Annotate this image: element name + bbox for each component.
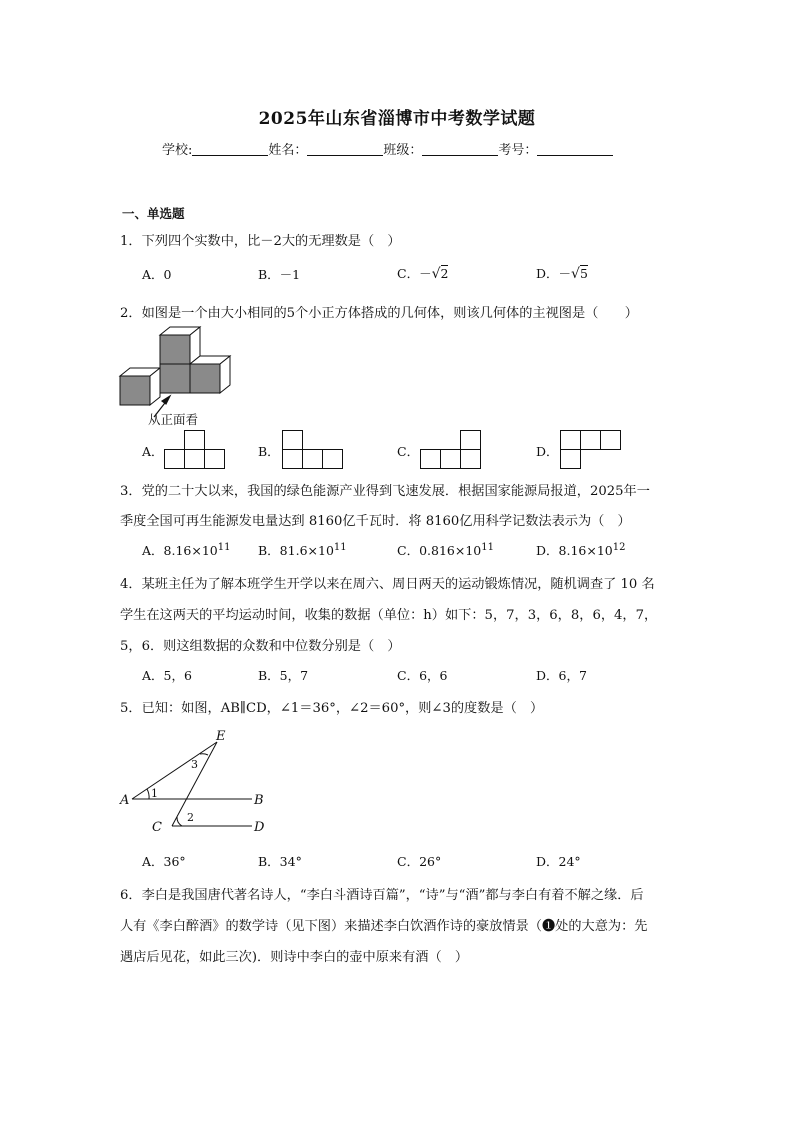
q3-a-exp: 11 bbox=[217, 541, 231, 553]
q5-option-b: B．34° bbox=[258, 854, 302, 869]
point-c-label: C bbox=[152, 820, 162, 835]
sqrt-icon: √ bbox=[571, 266, 580, 282]
q2-option-c-figure bbox=[420, 430, 482, 470]
q3-b-base: B．81.6×10 bbox=[258, 543, 334, 558]
point-b-label: B bbox=[254, 793, 264, 808]
angle-3-label: 3 bbox=[191, 758, 198, 771]
q2-option-d-figure bbox=[560, 430, 622, 470]
q4-option-c: C．6，6 bbox=[397, 668, 448, 683]
page-title: 2025年山东省淄博市中考数学试题 bbox=[258, 109, 536, 129]
q3-d-base: D．8.16×10 bbox=[536, 543, 613, 558]
q1-c-radicand: 2 bbox=[440, 266, 449, 281]
q1-option-a: A．0 bbox=[142, 267, 172, 282]
q2-option-a: A． bbox=[142, 444, 164, 459]
q4-option-a: A．5，6 bbox=[142, 668, 192, 683]
q1-stem: 1．下列四个实数中，比－2大的无理数是（ ） bbox=[120, 234, 401, 249]
exam-no-blank[interactable] bbox=[537, 143, 613, 156]
q6-line-3: 遇店后见花，如此三次)．则诗中李白的壶中原来有酒（ ） bbox=[120, 950, 469, 965]
q1-option-b: B．－1 bbox=[258, 267, 301, 282]
front-view-label: 从正面看 bbox=[148, 412, 199, 427]
q3-d-exp: 12 bbox=[612, 541, 626, 553]
school-label: 学校: bbox=[162, 143, 193, 158]
exam-no-label: 考号： bbox=[498, 143, 538, 158]
q3-option-c bbox=[397, 541, 494, 559]
q5-option-d: D．24° bbox=[536, 854, 581, 869]
name-blank[interactable] bbox=[307, 143, 383, 156]
q1-option-c bbox=[397, 264, 448, 282]
q2-option-c: C． bbox=[397, 444, 420, 459]
q1-d-radicand: 5 bbox=[579, 266, 588, 281]
student-info-line bbox=[162, 139, 613, 158]
q1-c-prefix: C．－ bbox=[397, 266, 432, 281]
q3-option-d bbox=[536, 541, 625, 559]
point-e-label: E bbox=[216, 729, 226, 744]
q3-option-a bbox=[142, 541, 230, 559]
q2-option-a-figure bbox=[164, 430, 226, 470]
q4-line-2: 学生在这两天的平均运动时间，收集的数据（单位：h）如下：5，7，3，6，8，6，4，7， bbox=[120, 608, 658, 623]
q1-d-prefix: D．－ bbox=[536, 266, 572, 281]
q4-option-b: B．5，7 bbox=[258, 668, 309, 683]
q6-line-1: 6．李白是我国唐代著名诗人，“李白斗酒诗百篇”，“诗”与“酒”都与李白有着不解之缘．后 bbox=[120, 888, 644, 903]
school-blank[interactable] bbox=[192, 143, 268, 156]
class-blank[interactable] bbox=[422, 143, 498, 156]
angle-2-label: 2 bbox=[187, 811, 194, 824]
point-d-label: D bbox=[254, 820, 265, 835]
q3-c-base: C．0.816×10 bbox=[397, 543, 482, 558]
q4-option-d: D．6，7 bbox=[536, 668, 587, 683]
q3-line-1: 3．党的二十大以来，我国的绿色能源产业得到飞速发展．根据国家能源局报道，2025年一 bbox=[120, 484, 650, 499]
q2-option-b: B． bbox=[258, 444, 280, 459]
q5-stem: 5．已知：如图，AB∥CD，∠1＝36°，∠2＝60°，则∠3的度数是（ ） bbox=[120, 701, 544, 716]
q3-b-exp: 11 bbox=[333, 541, 347, 553]
q1-option-d bbox=[536, 264, 588, 282]
sqrt-icon: √ bbox=[431, 266, 441, 282]
q5-option-c: C．26° bbox=[397, 854, 442, 869]
q2-option-b-figure bbox=[282, 430, 344, 470]
q3-line-2: 季度全国可再生能源发电量达到 8160亿千瓦时．将 8160亿用科学记数法表示为（ ） bbox=[120, 514, 631, 529]
parallel-lines-figure bbox=[112, 722, 282, 842]
q4-line-3: 5，6．则这组数据的众数和中位数分别是（ ） bbox=[120, 639, 401, 654]
q6-line-2: 人有《李白醉酒》的数学诗（见下图）来描述李白饮酒作诗的豪放情景（❶处的大意为：先 bbox=[120, 919, 648, 934]
q2-stem: 2．如图是一个由大小相同的5个小正方体搭成的几何体，则该几何体的主视图是（ ） bbox=[120, 306, 638, 321]
q3-a-base: A．8.16×10 bbox=[142, 543, 218, 558]
q4-line-1: 4．某班主任为了解本班学生开学以来在周六、周日两天的运动锻炼情况，随机调查了 10 名 bbox=[120, 577, 655, 592]
point-a-label: A bbox=[120, 793, 130, 808]
class-label: 班级： bbox=[383, 143, 423, 158]
q2-option-d: D． bbox=[536, 444, 559, 459]
section-heading: 一、单选题 bbox=[122, 206, 185, 221]
q3-c-exp: 11 bbox=[481, 541, 494, 553]
angle-1-label: 1 bbox=[151, 787, 158, 800]
name-label: 姓名： bbox=[268, 143, 308, 158]
q3-option-b bbox=[258, 541, 347, 559]
q5-option-a: A．36° bbox=[142, 854, 186, 869]
